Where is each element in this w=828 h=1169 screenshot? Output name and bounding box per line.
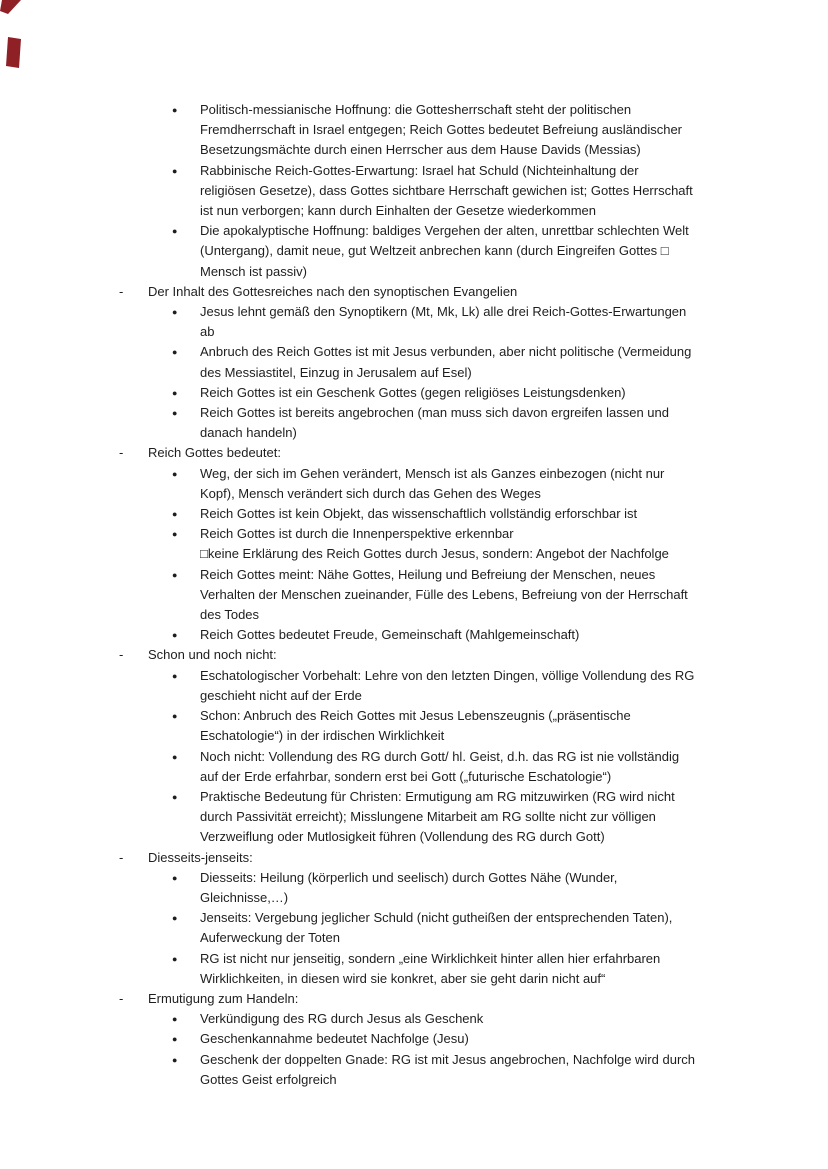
red-pen-mark-corner xyxy=(0,0,21,14)
bullet-marker: ● xyxy=(172,529,178,540)
bullet-marker: ● xyxy=(172,165,178,176)
bullet-marker: ● xyxy=(172,670,178,681)
bullet-marker: ● xyxy=(172,569,178,580)
text-line: ab xyxy=(200,324,215,340)
text-line: Wirklichkeiten, in diesen wird sie konkret, aber sie geht darin nicht auf“ xyxy=(200,970,606,986)
text-line: Gottes Geist erfolgreich xyxy=(200,1071,337,1087)
text-line: Schon: Anbruch des Reich Gottes mit Jesus Lebenszeugnis („präsentische xyxy=(200,708,631,724)
bullet-marker: ● xyxy=(172,1054,178,1065)
text-line: Anbruch des Reich Gottes ist mit Jesus verbunden, aber nicht politische (Vermeidung xyxy=(200,344,692,360)
bullet-list-item xyxy=(0,787,828,848)
text-line: Verkündigung des RG durch Jesus als Geschenk xyxy=(200,1011,484,1027)
text-line: Besetzungsmächte durch einen Herrscher aus dem Hause Davids (Messias) xyxy=(200,142,641,158)
dash-list-item xyxy=(0,443,828,463)
bullet-list-item xyxy=(0,403,828,443)
bullet-marker: ● xyxy=(172,307,178,318)
text-line: Weg, der sich im Gehen verändert, Mensch ist als Ganzes einbezogen (nicht nur xyxy=(200,465,665,481)
bullet-list-item xyxy=(0,1009,828,1029)
text-line: Jesus lehnt gemäß den Synoptikern (Mt, Mk, Lk) alle drei Reich-Gottes-Erwartungen xyxy=(200,304,687,320)
text-line: Reich Gottes bedeutet Freude, Gemeinschaft (Mahlgemeinschaft) xyxy=(200,627,580,643)
dash-list-item xyxy=(0,645,828,665)
bullet-list-item xyxy=(0,908,828,948)
bullet-marker: ● xyxy=(172,226,178,237)
text-line: Schon und noch nicht: xyxy=(148,647,277,663)
dash-marker: - xyxy=(119,849,124,865)
text-line: Geschenkannahme bedeutet Nachfolge (Jesu) xyxy=(200,1031,469,1047)
bullet-list-item xyxy=(0,221,828,282)
text-line: Reich Gottes ist bereits angebrochen (man muss sich davon ergreifen lassen und xyxy=(200,405,669,421)
text-line: Praktische Bedeutung für Christen: Ermutigung am RG mitzuwirken (RG wird nicht xyxy=(200,788,675,804)
text-line: Reich Gottes meint: Nähe Gottes, Heilung und Befreiung der Menschen, neues xyxy=(200,566,656,582)
bullet-marker: ● xyxy=(172,105,178,115)
text-line: Reich Gottes ist durch die Innenperspektive erkennbar xyxy=(200,526,514,542)
bullet-list-item xyxy=(0,100,828,161)
bullet-marker: ● xyxy=(172,913,178,924)
bullet-marker: ● xyxy=(172,751,178,762)
bullet-list-item xyxy=(0,1050,828,1090)
bullet-list-item xyxy=(0,868,828,908)
text-line: auf der Erde erfahrbar, sondern erst bei Gott („futurische Eschatologie“) xyxy=(200,768,612,784)
text-line: Jenseits: Vergebung jeglicher Schuld (nicht gutheißen der entsprechenden Taten), xyxy=(200,910,673,926)
bullet-marker: ● xyxy=(172,872,178,883)
dash-marker: - xyxy=(119,990,124,1006)
text-line: Noch nicht: Vollendung des RG durch Gott/ hl. Geist, d.h. das RG ist nie vollständig xyxy=(200,748,680,764)
text-line: Reich Gottes ist ein Geschenk Gottes (gegen religiöses Leistungsdenken) xyxy=(200,384,626,400)
text-line: Kopf), Mensch verändert sich durch das Gehen des Weges xyxy=(200,485,541,501)
bullet-marker: ● xyxy=(172,953,178,964)
text-line: Diesseits: Heilung (körperlich und seelisch) durch Gottes Nähe (Wunder, xyxy=(200,869,618,885)
text-line: des Todes xyxy=(200,607,260,623)
notes-list xyxy=(0,100,828,1090)
dash-list-item xyxy=(0,282,828,302)
bullet-marker: ● xyxy=(172,1034,178,1045)
dash-marker: - xyxy=(119,445,124,461)
bullet-marker: ● xyxy=(172,711,178,722)
text-line: geschieht nicht auf der Erde xyxy=(200,687,362,703)
bullet-marker: ● xyxy=(172,468,178,479)
text-line: □keine Erklärung des Reich Gottes durch Jesus, sondern: Angebot der Nachfolge xyxy=(200,546,669,562)
bullet-marker: ● xyxy=(172,387,178,398)
bullet-list-item xyxy=(0,161,828,222)
bullet-list-item xyxy=(0,383,828,403)
dash-list-item xyxy=(0,989,828,1009)
text-line: Eschatologie“) in der irdischen Wirklichkeit xyxy=(200,728,445,744)
dash-marker: - xyxy=(119,283,124,299)
text-line: Fremdherrschaft in Israel entgegen; Reich Gottes bedeutet Befreiung ausländischer xyxy=(200,122,682,138)
bullet-list-item xyxy=(0,464,828,504)
bullet-list-item xyxy=(0,625,828,645)
text-line: des Messiastitel, Einzug in Jerusalem auf Esel) xyxy=(200,364,472,380)
text-line: Diesseits-jenseits: xyxy=(148,849,253,865)
text-line: Verzweiflung oder Mutlosigkeit führen (Vollendung des RG durch Gott) xyxy=(200,829,605,845)
bullet-list-item xyxy=(0,1029,828,1049)
text-line: RG ist nicht nur jenseitig, sondern „eine Wirklichkeit hinter allen hier erfahrbaren xyxy=(200,950,661,966)
text-line: Ermutigung zum Handeln: xyxy=(148,990,299,1006)
bullet-marker: ● xyxy=(172,347,178,358)
text-line: Geschenk der doppelten Gnade: RG ist mit Jesus angebrochen, Nachfolge wird durch xyxy=(200,1051,695,1067)
bullet-list-item xyxy=(0,949,828,989)
bullet-list-item xyxy=(0,565,828,626)
bullet-list-item xyxy=(0,504,828,524)
text-line: Auferweckung der Toten xyxy=(200,930,340,946)
bullet-list-item xyxy=(0,524,828,564)
text-line: Rabbinische Reich-Gottes-Erwartung: Israel hat Schuld (Nichteinhaltung der xyxy=(200,162,639,178)
bullet-list-item xyxy=(0,342,828,382)
bullet-list-item xyxy=(0,666,828,706)
red-pen-mark-square xyxy=(6,37,21,68)
text-line: Mensch ist passiv) xyxy=(200,263,307,279)
red-edge-marks xyxy=(0,0,32,84)
bullet-list-item xyxy=(0,747,828,787)
text-line: durch Passivität erreicht); Misslungene Mitarbeit am RG sollte nicht zur völligen xyxy=(200,809,656,825)
bullet-marker: ● xyxy=(172,630,178,641)
text-line: ist nun verborgen; kann durch Einhalten der Gesetze wiederkommen xyxy=(200,203,596,219)
dash-marker: - xyxy=(119,647,124,663)
text-line: Reich Gottes bedeutet: xyxy=(148,445,281,461)
text-line: religiösen Gesetze), dass Gottes sichtbare Herrschaft gewichen ist; Gottes Herrschaft xyxy=(200,182,693,198)
text-line: (Untergang), damit neue, gut Weltzeit anbrechen kann (durch Eingreifen Gottes □ xyxy=(200,243,669,259)
bullet-marker: ● xyxy=(172,408,178,419)
text-line: Die apokalyptische Hoffnung: baldiges Vergehen der alten, unrettbar schlechten Welt xyxy=(200,223,689,239)
bullet-marker: ● xyxy=(172,791,178,802)
text-line: Eschatologischer Vorbehalt: Lehre von den letzten Dingen, völlige Vollendung des RG xyxy=(200,667,695,683)
dash-list-item xyxy=(0,848,828,868)
text-line: Politisch-messianische Hoffnung: die Gottesherrschaft steht der politischen xyxy=(200,102,632,117)
bullet-list-item xyxy=(0,706,828,746)
bullet-list-item xyxy=(0,302,828,342)
text-line: Der Inhalt des Gottesreiches nach den synoptischen Evangelien xyxy=(148,283,518,299)
bullet-marker: ● xyxy=(172,1014,178,1025)
text-line: Verhalten der Menschen zueinander, Fülle des Lebens, Befreiung von der Herrschaft xyxy=(200,586,688,602)
text-line: Gleichnisse,…) xyxy=(200,889,289,905)
text-line: Reich Gottes ist kein Objekt, das wissenschaftlich vollständig erforschbar ist xyxy=(200,506,638,522)
text-line: danach handeln) xyxy=(200,425,297,441)
bullet-marker: ● xyxy=(172,509,178,520)
